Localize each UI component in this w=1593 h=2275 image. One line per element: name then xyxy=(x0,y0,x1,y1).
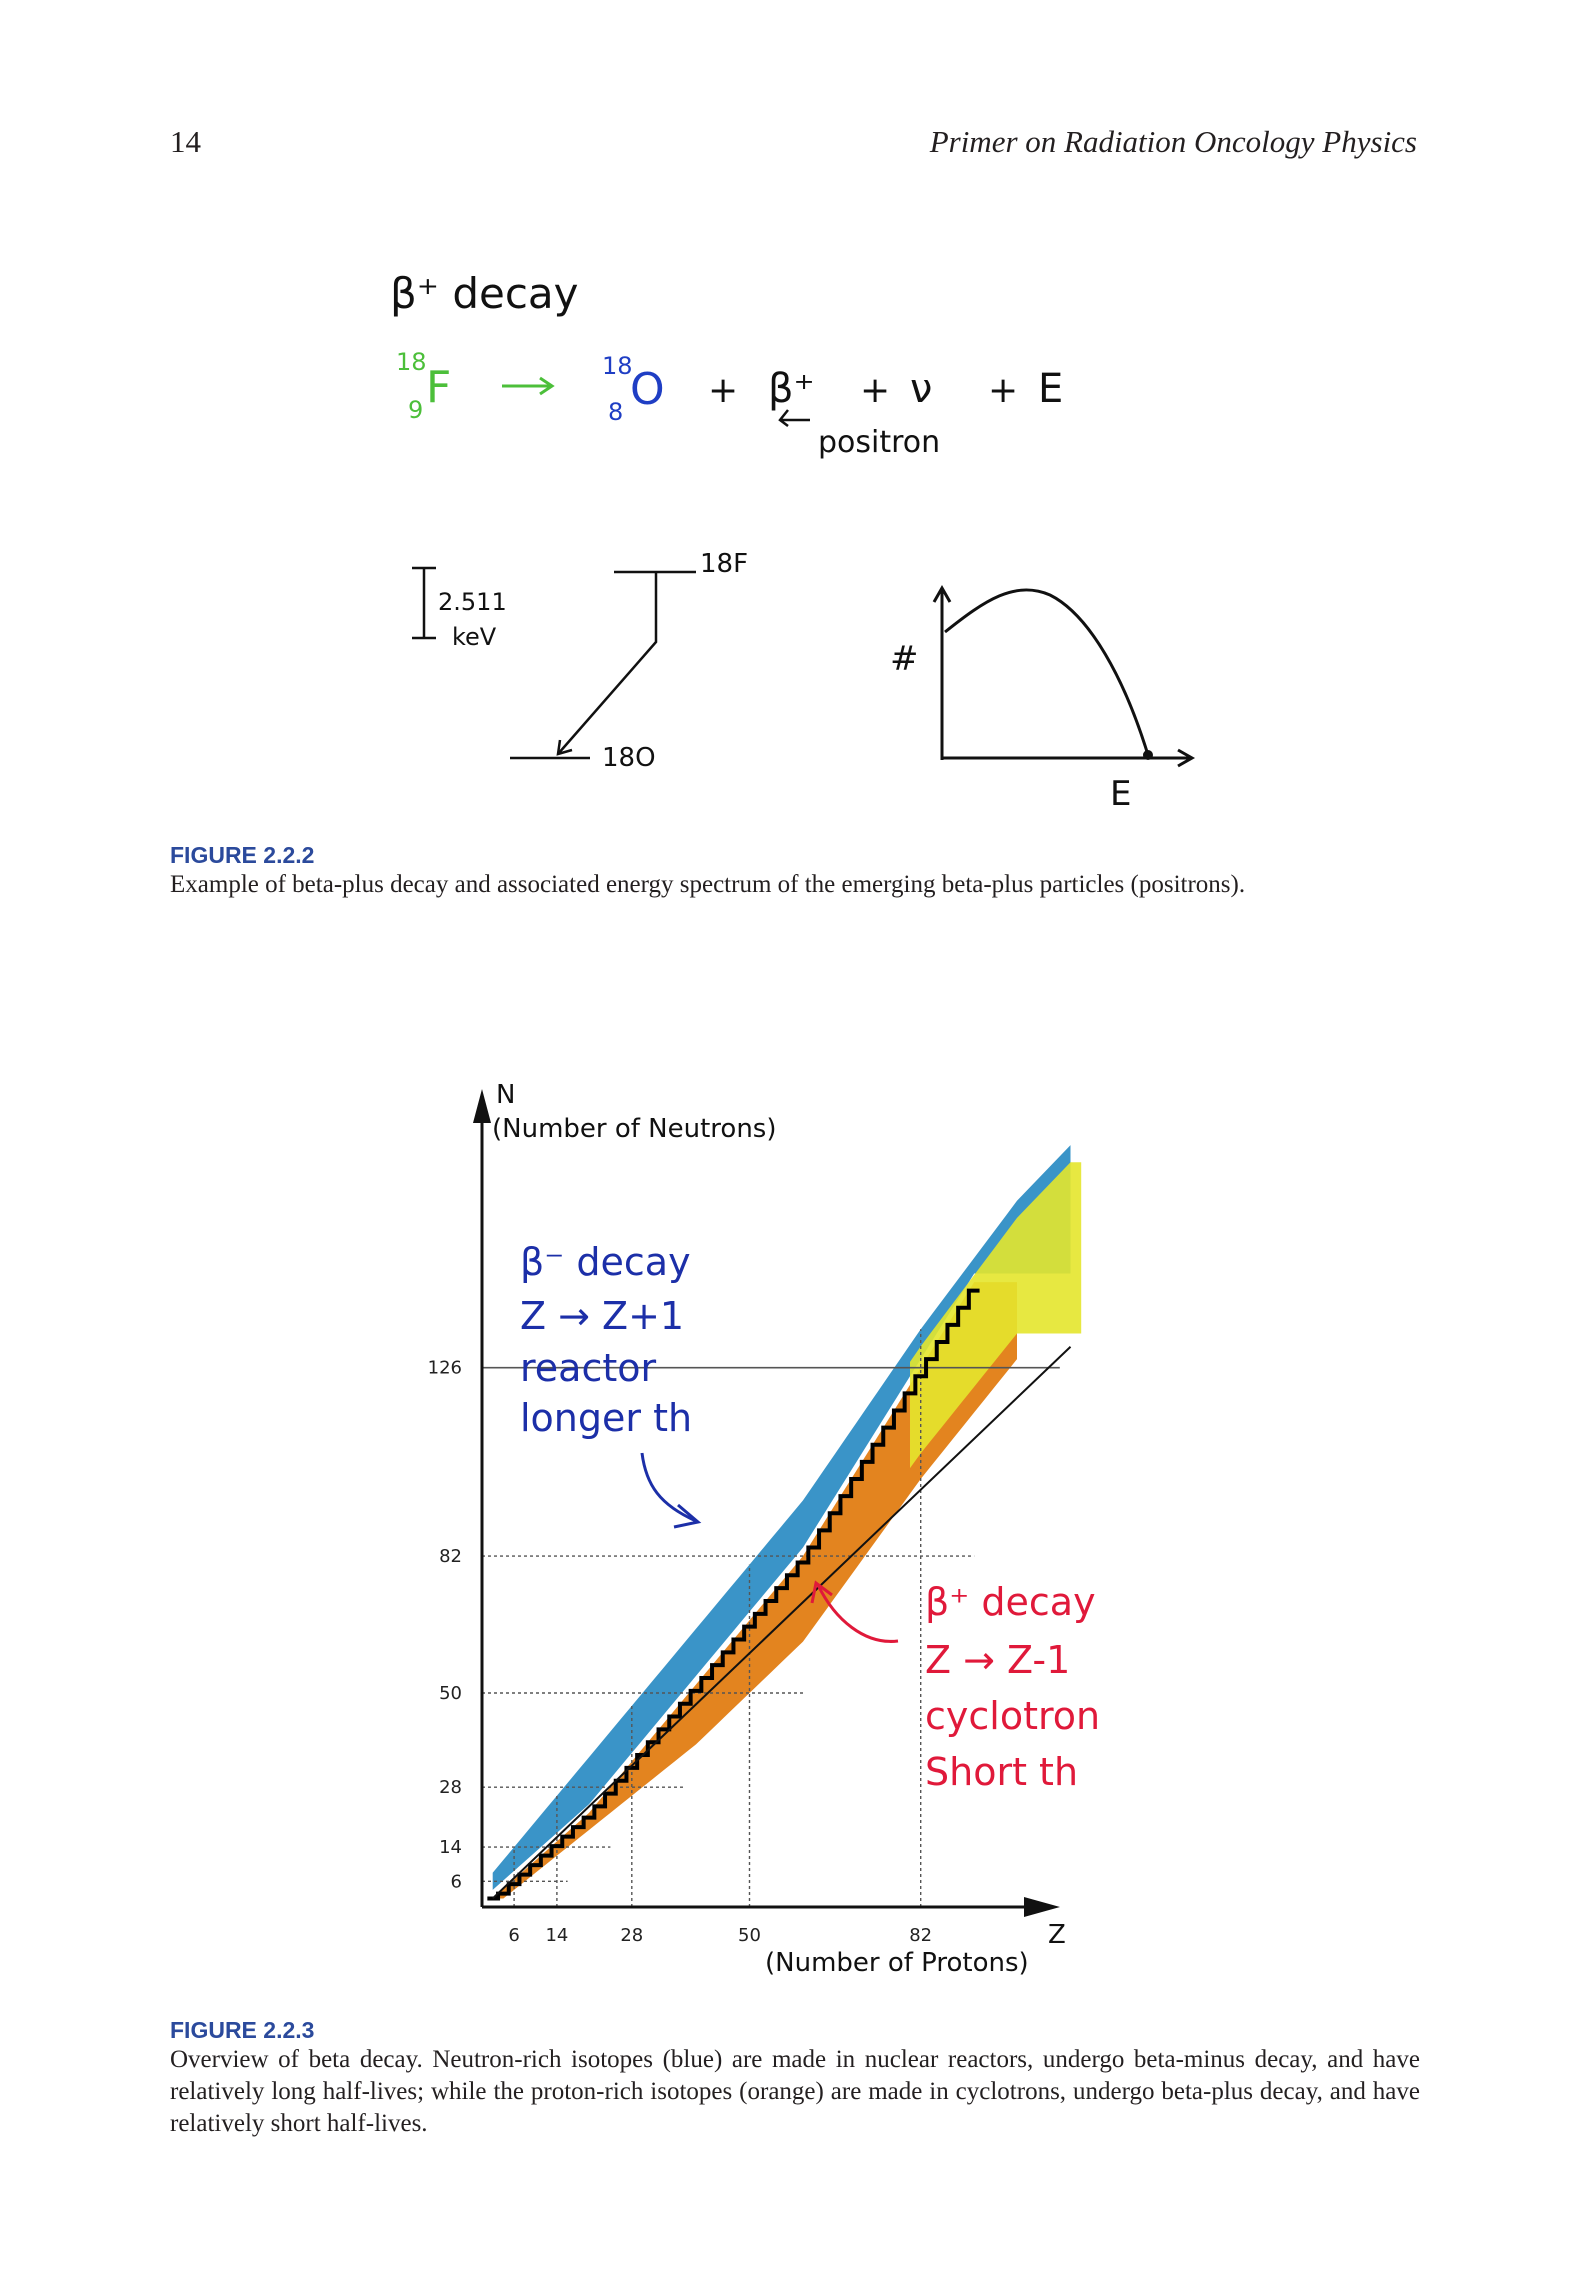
x-tick-labels xyxy=(508,1925,932,1946)
svg-text:β⁻ decay: β⁻ decay xyxy=(520,1240,691,1284)
y-tick-label: 14 xyxy=(439,1837,462,1859)
beta-plus-symbol: β⁺ xyxy=(768,366,815,412)
x-tick-label: 50 xyxy=(738,1925,761,1946)
x-tick-label: 82 xyxy=(909,1925,933,1946)
lower-level-label: 18O xyxy=(602,743,656,773)
gap-value: 2.511 xyxy=(438,588,507,616)
figure-label: FIGURE 2.2.3 xyxy=(170,2017,315,2043)
nuclide-chart xyxy=(420,1075,1220,1975)
y-tick-label: 28 xyxy=(439,1777,462,1799)
upper-level-label: 18F xyxy=(700,549,749,579)
x-axis-letter: Z xyxy=(1048,1920,1066,1950)
daughter-symbol: O xyxy=(630,364,665,415)
svg-text:cyclotron: cyclotron xyxy=(925,1694,1101,1738)
spectrum-y-label: # xyxy=(890,639,919,679)
positron-note: positron xyxy=(818,425,941,460)
sketch-title: β⁺ decay xyxy=(390,269,579,318)
figure-caption: Overview of beta decay. Neutron-rich isotopes (blue) are made in nuclear reactors, undergo beta-minus decay, and have relatively long half-lives; while the proton-rich isotopes (orange) are made in cyclotrons, undergo beta-plus decay, and have relatively short half-lives. xyxy=(170,2046,1420,2137)
x-axis-title: (Number of Protons) xyxy=(765,1948,1029,1975)
plus-sign: + xyxy=(708,370,739,411)
figure-caption: Example of beta-plus decay and associated energy spectrum of the emerging beta-plus particles (positrons). xyxy=(170,871,1246,898)
daughter-mass: 18 xyxy=(602,352,633,380)
plus-sign: + xyxy=(988,370,1019,411)
parent-atomic: 9 xyxy=(408,396,424,424)
y-tick-label: 126 xyxy=(427,1357,462,1379)
svg-text:reactor: reactor xyxy=(520,1346,657,1390)
y-tick-label: 82 xyxy=(439,1546,462,1568)
x-tick-label: 14 xyxy=(545,1925,569,1946)
svg-text:Z → Z-1: Z → Z-1 xyxy=(925,1638,1071,1682)
y-axis-title: (Number of Neutrons) xyxy=(492,1114,777,1144)
svg-text:β⁺ decay: β⁺ decay xyxy=(925,1580,1096,1624)
running-title: Primer on Radiation Oncology Physics xyxy=(929,124,1417,159)
y-axis-letter: N xyxy=(496,1080,516,1110)
y-tick-labels xyxy=(428,1358,462,1893)
svg-text:longer th: longer th xyxy=(520,1396,693,1440)
page-number: 14 xyxy=(170,124,201,159)
parent-mass: 18 xyxy=(396,348,427,376)
x-tick-label: 28 xyxy=(620,1925,644,1946)
x-tick-label: 6 xyxy=(508,1925,520,1946)
neutrino-symbol: ν xyxy=(910,366,933,412)
plus-sign: + xyxy=(860,370,891,411)
beta-plus-sketch xyxy=(390,250,1210,815)
svg-text:Short th: Short th xyxy=(925,1750,1079,1794)
gap-unit: keV xyxy=(452,623,497,651)
beta-plus-annotation xyxy=(925,1580,1100,1794)
figure-label: FIGURE 2.2.2 xyxy=(170,842,315,868)
beta-minus-annotation xyxy=(520,1240,692,1440)
energy-symbol: E xyxy=(1038,366,1064,412)
svg-text:Z → Z+1: Z → Z+1 xyxy=(520,1294,685,1338)
y-tick-label: 50 xyxy=(439,1683,462,1704)
daughter-atomic: 8 xyxy=(608,398,624,426)
y-tick-label: 6 xyxy=(450,1871,462,1893)
spectrum-x-label: E xyxy=(1110,774,1132,814)
parent-symbol: F xyxy=(426,362,452,413)
